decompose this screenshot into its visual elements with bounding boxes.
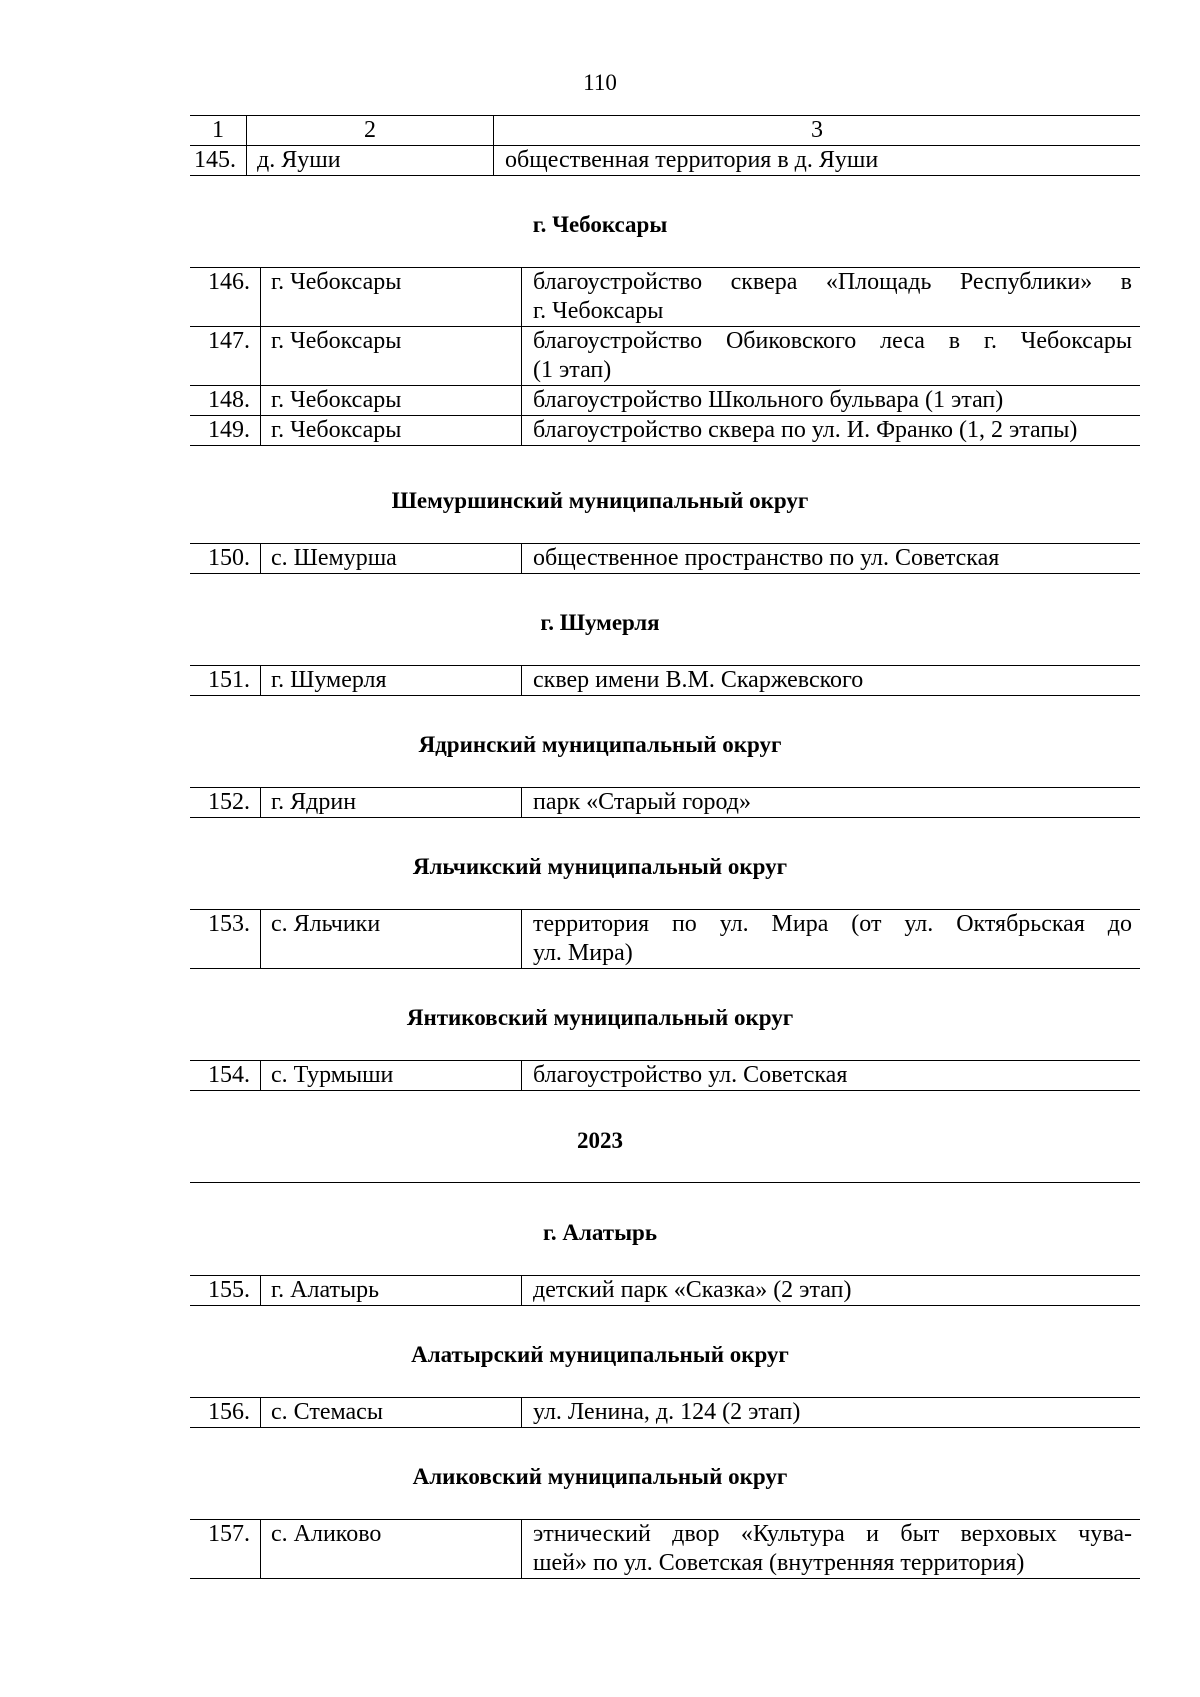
- section-heading-year: 2023: [577, 1128, 623, 1153]
- row-number: 146.: [190, 268, 261, 327]
- table-row: [190, 1276, 1140, 1306]
- row-description: [522, 268, 1141, 327]
- row-number: 154.: [190, 1061, 261, 1091]
- row-description-line-1: этнический двор «Культура и быт верховых чува-: [533, 1521, 1132, 1547]
- section-heading-alatyr-okrug: Алатырский муниципальный округ: [411, 1342, 789, 1367]
- row-description: благоустройство Школьного бульвара (1 этап): [522, 386, 1141, 416]
- table-yalchiki: [190, 909, 1140, 969]
- section-heading-cheboksary: г. Чебоксары: [532, 212, 668, 237]
- row-description-line-2: шей» по ул. Советская (внутренняя территория): [533, 1550, 1025, 1576]
- row-location: с. Яльчики: [261, 910, 522, 969]
- table-yadrin: [190, 787, 1140, 818]
- table-header-row: [190, 116, 1140, 146]
- table-row: [190, 386, 1140, 416]
- row-description-line-2: (1 этап): [533, 357, 612, 383]
- row-number: 148.: [190, 386, 261, 416]
- row-description: общественное пространство по ул. Советская: [522, 544, 1141, 574]
- row-number: 155.: [190, 1276, 261, 1306]
- row-location: г. Чебоксары: [261, 416, 522, 446]
- page-number: 110: [583, 70, 617, 95]
- table-alatyr-okrug: [190, 1397, 1140, 1428]
- table-shumerlya: [190, 665, 1140, 696]
- table-row: [190, 788, 1140, 818]
- table-row: [190, 910, 1140, 969]
- table-header-block: [190, 115, 1140, 176]
- row-location: г. Шумерля: [261, 666, 522, 696]
- row-description: сквер имени В.М. Скаржевского: [522, 666, 1141, 696]
- row-description: благоустройство сквера по ул. И. Франко (1, 2 этапы): [522, 416, 1141, 446]
- row-location: г. Чебоксары: [261, 268, 522, 327]
- row-description-line-2: г. Чебоксары: [533, 298, 664, 324]
- table-row: [190, 544, 1140, 574]
- row-number: 157.: [190, 1520, 261, 1579]
- column-header-3: 3: [494, 116, 1141, 146]
- divider-rule: [190, 1182, 1140, 1183]
- column-header-2: 2: [247, 116, 494, 146]
- row-location: с. Турмыши: [261, 1061, 522, 1091]
- section-heading-shemursha: Шемуршинский муниципальный округ: [391, 488, 809, 513]
- table-row: [190, 416, 1140, 446]
- column-header-1: 1: [190, 116, 247, 146]
- row-location: г. Алатырь: [261, 1276, 522, 1306]
- row-number: 145.: [190, 146, 247, 176]
- row-number: 151.: [190, 666, 261, 696]
- table-alatyr: [190, 1275, 1140, 1306]
- table-row: [190, 327, 1140, 386]
- table-cheboksary: [190, 267, 1140, 446]
- table-yantikovo: [190, 1060, 1140, 1091]
- section-heading-shumerlya: г. Шумерля: [540, 610, 660, 635]
- table-row: [190, 268, 1140, 327]
- row-description: [522, 327, 1141, 386]
- section-heading-yadrin: Ядринский муниципальный округ: [418, 732, 782, 757]
- row-description: [522, 1520, 1141, 1579]
- section-heading-yalchiki: Яльчикский муниципальный округ: [412, 854, 788, 879]
- row-location: г. Чебоксары: [261, 327, 522, 386]
- row-location: г. Чебоксары: [261, 386, 522, 416]
- table-row: [190, 1061, 1140, 1091]
- row-description-line-1: территория по ул. Мира (от ул. Октябрьская до: [533, 911, 1132, 937]
- row-number: 152.: [190, 788, 261, 818]
- row-description: детский парк «Сказка» (2 этап): [522, 1276, 1141, 1306]
- row-location: д. Яуши: [247, 146, 494, 176]
- row-number: 150.: [190, 544, 261, 574]
- row-location: с. Шемурша: [261, 544, 522, 574]
- table-row: [190, 1398, 1140, 1428]
- row-description: парк «Старый город»: [522, 788, 1141, 818]
- table-row: [190, 1520, 1140, 1579]
- table-alikovo: [190, 1519, 1140, 1579]
- table-shemursha: [190, 543, 1140, 574]
- table-row: [190, 146, 1140, 176]
- row-number: 149.: [190, 416, 261, 446]
- row-description: ул. Ленина, д. 124 (2 этап): [522, 1398, 1141, 1428]
- row-number: 147.: [190, 327, 261, 386]
- row-description-line-1: благоустройство Обиковского леса в г. Чебоксары: [533, 328, 1132, 354]
- row-number: 153.: [190, 910, 261, 969]
- row-description-line-1: благоустройство сквера «Площадь Республики» в: [533, 269, 1132, 295]
- row-location: с. Стемасы: [261, 1398, 522, 1428]
- table-row: [190, 666, 1140, 696]
- row-location: с. Аликово: [261, 1520, 522, 1579]
- row-location: г. Ядрин: [261, 788, 522, 818]
- section-heading-yantikovo: Янтиковский муниципальный округ: [406, 1005, 794, 1030]
- row-number: 156.: [190, 1398, 261, 1428]
- row-description-line-2: ул. Мира): [533, 940, 633, 966]
- row-description: [522, 910, 1141, 969]
- section-heading-alikovo: Аликовский муниципальный округ: [412, 1464, 788, 1489]
- row-description: благоустройство ул. Советская: [522, 1061, 1141, 1091]
- section-heading-alatyr: г. Алатырь: [543, 1220, 657, 1245]
- row-description: общественная территория в д. Яуши: [494, 146, 1141, 176]
